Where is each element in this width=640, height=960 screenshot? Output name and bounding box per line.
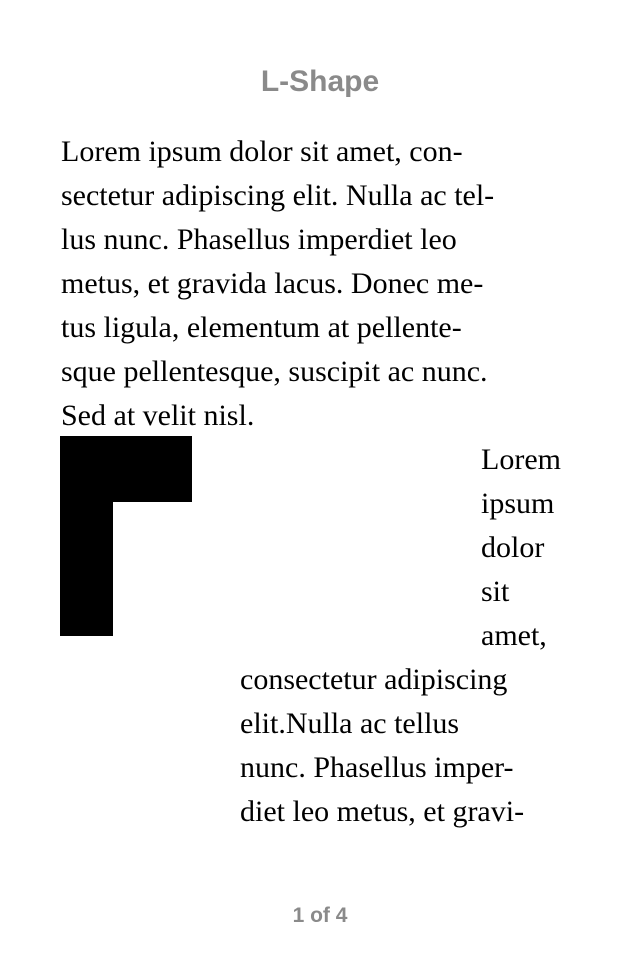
text-line: Lorem ipsum dolor sit amet, con-	[61, 135, 463, 168]
text-line: amet,	[481, 619, 547, 652]
text-line: tus ligula, elementum at pellente-	[61, 311, 462, 344]
text-line: Sed at velit nisl.	[61, 399, 255, 432]
text-line: elit.Nulla ac tellus	[240, 707, 460, 740]
text-line: nunc. Phasellus imper-	[240, 751, 514, 784]
page-indicator[interactable]: 1 of 4	[292, 904, 348, 927]
text-line: metus, et gravida lacus. Donec me-	[61, 267, 484, 300]
l-shape-icon	[60, 436, 192, 636]
text-line: lus nunc. Phasellus imperdiet leo	[61, 223, 457, 256]
page-title: L-Shape	[260, 65, 380, 98]
text-line: sque pellentesque, suscipit ac nunc.	[61, 355, 488, 388]
text-line: sit	[481, 575, 510, 608]
text-line: Lorem	[481, 443, 561, 476]
text-line: sectetur adipiscing elit. Nulla ac tel-	[61, 179, 495, 212]
text-line: dolor	[481, 531, 545, 564]
text-line: diet leo metus, et gravi-	[240, 795, 525, 828]
text-line: ipsum	[481, 487, 555, 520]
text-line: consectetur adipiscing	[240, 663, 508, 696]
